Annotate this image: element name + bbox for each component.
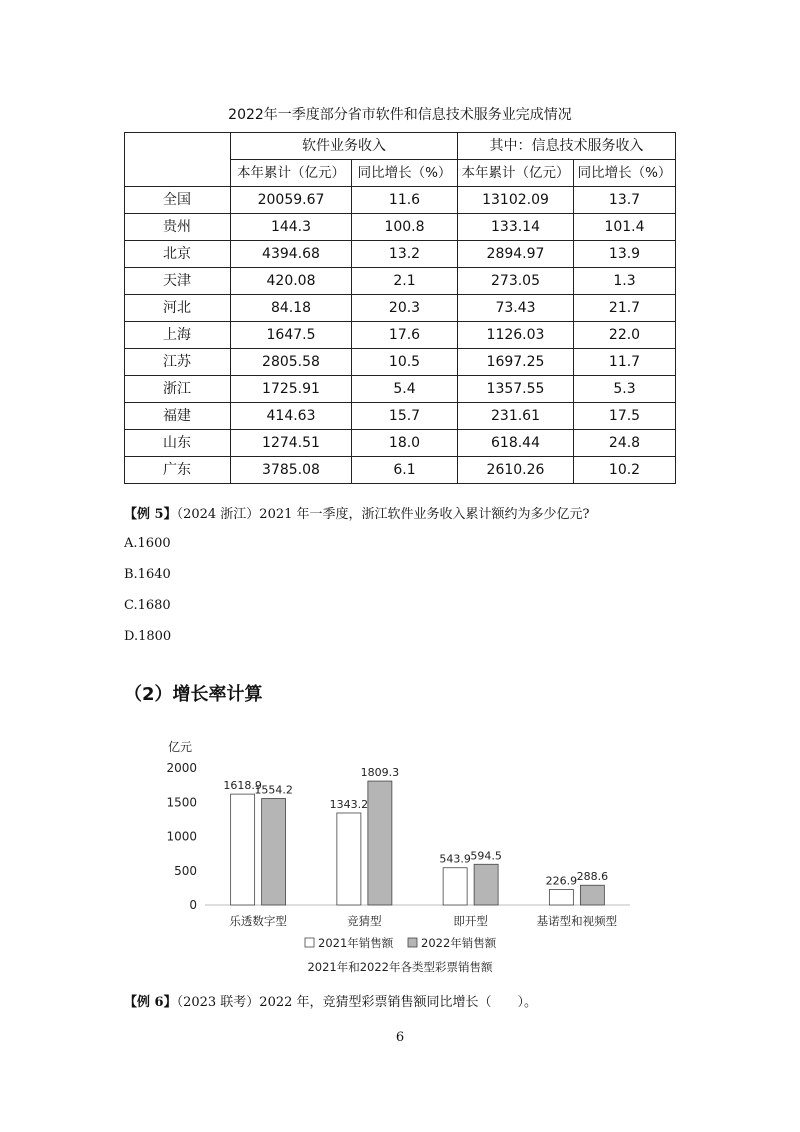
value-cell: 1357.55 — [458, 376, 574, 403]
value-cell: 17.6 — [352, 322, 458, 349]
y-tick-label: 500 — [174, 863, 197, 878]
x-category-label: 基诺型和视频型 — [536, 914, 618, 928]
value-cell: 18.0 — [352, 430, 458, 457]
bar-value-label: 226.9 — [545, 874, 578, 888]
value-cell: 13.7 — [574, 187, 676, 214]
chart-title: 2021年和2022年各类型彩票销售额 — [307, 960, 493, 974]
x-category-label: 竞猜型 — [347, 914, 382, 928]
bar-value-label: 1343.2 — [329, 797, 369, 811]
section-heading: （2）增长率计算 — [124, 684, 263, 705]
region-cell: 贵州 — [125, 214, 231, 241]
value-cell: 20059.67 — [231, 187, 352, 214]
value-cell: 3785.08 — [231, 457, 352, 484]
region-cell: 河北 — [125, 295, 231, 322]
table-row — [125, 187, 676, 214]
table-row — [125, 430, 676, 457]
value-cell: 2610.26 — [458, 457, 574, 484]
question-5 — [124, 503, 589, 522]
question-6-text: （2023 联考）2022 年，竞猜型彩票销售额同比增长（ ）。 — [176, 995, 538, 1010]
value-cell: 13.2 — [352, 241, 458, 268]
sub-header-cumulative: 本年累计（亿元） — [458, 160, 574, 187]
value-cell: 273.05 — [458, 268, 574, 295]
value-cell: 6.1 — [352, 457, 458, 484]
value-cell: 13.9 — [574, 241, 676, 268]
value-cell: 101.4 — [574, 214, 676, 241]
value-cell: 21.7 — [574, 295, 676, 322]
value-cell: 11.7 — [574, 349, 676, 376]
table-row — [125, 322, 676, 349]
value-cell: 1725.91 — [231, 376, 352, 403]
value-cell: 5.3 — [574, 376, 676, 403]
x-category-label: 即开型 — [453, 914, 488, 928]
corner-cell — [125, 133, 231, 187]
x-category-label: 乐透数字型 — [229, 914, 287, 928]
region-cell: 上海 — [125, 322, 231, 349]
value-cell: 1126.03 — [458, 322, 574, 349]
table-title: 2022年一季度部分省市软件和信息技术服务业完成情况 — [228, 107, 572, 123]
bar-2022 — [580, 885, 604, 905]
table-row — [125, 349, 676, 376]
bar-value-label: 1554.2 — [254, 783, 293, 797]
question-5-text: （2024 浙江）2021 年一季度，浙江软件业务收入累计额约为多少亿元? — [176, 507, 590, 522]
value-cell: 100.8 — [352, 214, 458, 241]
value-cell: 1274.51 — [231, 430, 352, 457]
region-cell: 北京 — [125, 241, 231, 268]
legend-label-2021: 2021年销售额 — [318, 936, 394, 950]
bar-2022 — [368, 781, 392, 905]
question-6 — [124, 991, 537, 1010]
option-b: B.1640 — [124, 567, 171, 582]
table-row — [125, 457, 676, 484]
value-cell: 4394.68 — [231, 241, 352, 268]
bar-2021 — [231, 794, 255, 905]
table-row — [125, 214, 676, 241]
y-axis-unit-label: 亿元 — [168, 740, 193, 754]
option-a: A.1600 — [124, 536, 171, 551]
bar-2022 — [474, 864, 498, 905]
y-tick-label: 2000 — [166, 761, 197, 775]
bar-2021 — [337, 813, 361, 905]
value-cell: 13102.09 — [458, 187, 574, 214]
lottery-sales-chart — [150, 735, 650, 983]
y-tick-label: 1500 — [166, 795, 197, 810]
bar-2021 — [443, 868, 467, 905]
value-cell: 618.44 — [458, 430, 574, 457]
bar-2021 — [549, 889, 573, 905]
table-row — [125, 268, 676, 295]
table-row — [125, 241, 676, 268]
page-number: 6 — [395, 1030, 405, 1045]
legend-label-2022: 2022年销售额 — [421, 936, 497, 950]
value-cell: 144.3 — [231, 214, 352, 241]
value-cell: 2.1 — [352, 268, 458, 295]
region-cell: 全国 — [125, 187, 231, 214]
value-cell: 1.3 — [574, 268, 676, 295]
region-cell: 福建 — [125, 403, 231, 430]
group-header-it-service: 其中：信息技术服务收入 — [458, 133, 676, 160]
bar-2022 — [262, 799, 286, 905]
value-cell: 414.63 — [231, 403, 352, 430]
value-cell: 2894.97 — [458, 241, 574, 268]
legend-swatch-2022 — [408, 938, 417, 947]
value-cell: 24.8 — [574, 430, 676, 457]
table-row — [125, 403, 676, 430]
option-c: C.1680 — [124, 598, 171, 613]
bar-value-label: 1618.9 — [223, 779, 262, 793]
region-cell: 广东 — [125, 457, 231, 484]
value-cell: 11.6 — [352, 187, 458, 214]
y-tick-label: 0 — [189, 898, 197, 912]
value-cell: 5.4 — [352, 376, 458, 403]
value-cell: 10.2 — [574, 457, 676, 484]
bar-value-label: 1809.3 — [360, 766, 400, 780]
sub-header-cumulative: 本年累计（亿元） — [231, 160, 352, 187]
value-cell: 133.14 — [458, 214, 574, 241]
option-d: D.1800 — [124, 629, 172, 644]
table-header-row-1 — [125, 133, 676, 160]
value-cell: 231.61 — [458, 403, 574, 430]
region-cell: 浙江 — [125, 376, 231, 403]
region-cell: 山东 — [125, 430, 231, 457]
value-cell: 20.3 — [352, 295, 458, 322]
value-cell: 1697.25 — [458, 349, 574, 376]
group-header-software: 软件业务收入 — [231, 133, 458, 160]
legend-swatch-2021 — [305, 938, 314, 947]
data-table — [124, 132, 676, 484]
question-6-label: 【例 6】 — [124, 995, 177, 1010]
table-row — [125, 376, 676, 403]
question-5-label: 【例 5】 — [124, 507, 177, 522]
value-cell: 420.08 — [231, 268, 352, 295]
y-tick-label: 1000 — [166, 829, 197, 844]
bar-value-label: 594.5 — [470, 849, 502, 863]
bar-value-label: 543.9 — [439, 852, 471, 866]
region-cell: 江苏 — [125, 349, 231, 376]
value-cell: 1647.5 — [231, 322, 352, 349]
region-cell: 天津 — [125, 268, 231, 295]
value-cell: 2805.58 — [231, 349, 352, 376]
value-cell: 84.18 — [231, 295, 352, 322]
value-cell: 17.5 — [574, 403, 676, 430]
table-row — [125, 295, 676, 322]
value-cell: 10.5 — [352, 349, 458, 376]
value-cell: 73.43 — [458, 295, 574, 322]
sub-header-growth: 同比增长（%） — [352, 160, 458, 187]
value-cell: 22.0 — [574, 322, 676, 349]
bar-value-label: 288.6 — [576, 870, 609, 884]
value-cell: 15.7 — [352, 403, 458, 430]
sub-header-growth: 同比增长（%） — [574, 160, 676, 187]
